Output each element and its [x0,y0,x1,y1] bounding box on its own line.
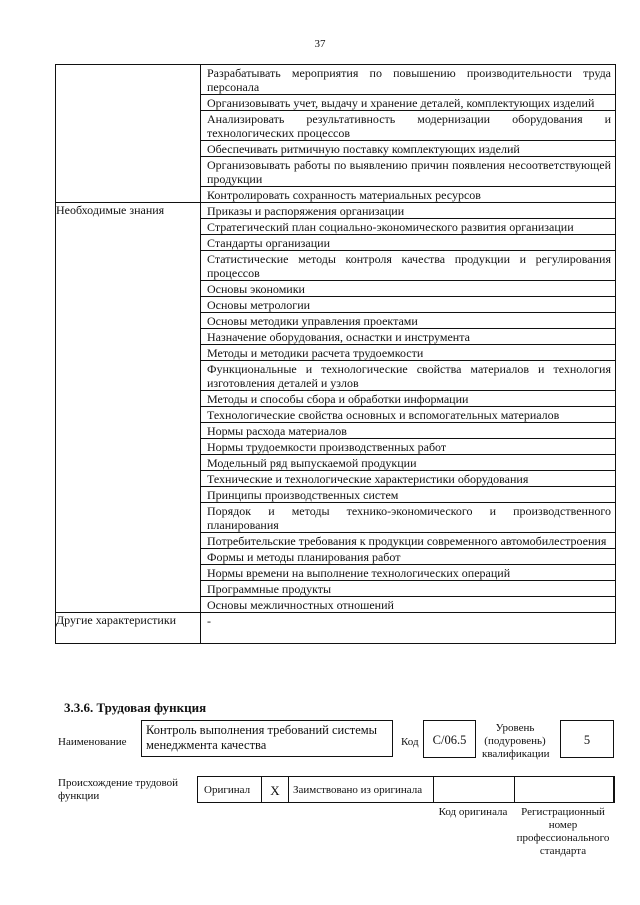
code-value-box [423,720,476,758]
original-label: Оригинал [204,784,251,796]
list-item: Стратегический план социально-экономического развития организации [201,219,615,235]
list-item: Модельный ряд выпускаемой продукции [201,455,615,471]
name-label: Наименование [58,736,127,748]
original-mark: X [270,783,280,798]
other-row [56,613,616,644]
section-title: 3.3.6. Трудовая функция [64,700,207,715]
level-value-box [560,720,614,758]
origin-label: Происхождение трудовой функции [58,777,179,802]
list-item: Нормы трудоемкости производственных работ [201,439,615,455]
list-item: Технологические свойства основных и вспомогательных материалов [201,407,615,423]
knowledge-label-cell [56,203,201,613]
list-item: Стандарты организации [201,235,615,251]
list-item: Статистические методы контроля качества продукции и регулирования процессов [201,251,615,281]
knowledge-table [55,64,616,644]
list-item: Контролировать сохранность материальных ресурсов [207,188,481,202]
knowledge-label: Необходимые знания [56,203,165,217]
other-value-cell [201,613,616,644]
page-number: 37 [314,38,326,50]
code-original-caption: Код оригинала [438,806,508,818]
list-item: Программные продукты [201,581,615,597]
list-item: Основы методики управления проектами [201,313,615,329]
origin-table [197,776,614,803]
code-label: Код [401,736,419,748]
list-item: Методы и методики расчета трудоемкости [201,345,615,361]
list-item: Основы межличностных отношений [207,598,394,612]
reg-number-cell [514,776,615,803]
list-item: Обеспечивать ритмичную поставку комплектующих изделий [201,141,615,157]
list-item: Потребительские требования к продукции современного автомобилестроения [201,533,615,549]
skills-row [56,65,616,203]
level-label: Уровень (подуровень) квалификации [482,722,550,760]
list-item: Приказы и распоряжения организации [201,203,615,219]
list-item: Разрабатывать мероприятия по повышению производительности труда персонала [201,65,615,95]
list-item: Организовывать учет, выдачу и хранение деталей, комплектующих изделий [201,95,615,111]
list-item: Порядок и методы технико-экономического и производственного планирования [201,503,615,533]
list-item: Нормы времени на выполнение технологических операций [201,565,615,581]
skills-label-cell [56,65,201,203]
other-value: - [207,614,211,628]
list-item: Принципы производственных систем [201,487,615,503]
knowledge-row [56,203,616,613]
code-original-cell [433,776,515,803]
reg-number-caption: Регистрационный номер профессионального стандарта [516,806,610,857]
borrowed-label: Заимствовано из оригинала [293,784,423,796]
list-item: Формы и методы планирования работ [201,549,615,565]
name-value: Контроль выполнения требований системы менеджмента качества [146,723,378,752]
skills-list [201,65,616,203]
code-value: С/06.5 [432,733,467,747]
list-item: Основы экономики [201,281,615,297]
list-item: Функциональные и технологические свойства материалов и технология изготовления деталей и узлов [201,361,615,391]
other-label: Другие характеристики [56,613,177,627]
list-item: Основы метрологии [201,297,615,313]
list-item: Назначение оборудования, оснастки и инструмента [201,329,615,345]
original-label-cell [197,776,262,803]
knowledge-list [201,203,616,613]
list-item: Нормы расхода материалов [201,423,615,439]
list-item: Технические и технологические характеристики оборудования [201,471,615,487]
name-value-box [141,720,393,757]
level-value: 5 [583,733,591,747]
original-mark-cell [261,776,289,803]
list-item: Методы и способы сбора и обработки информации [201,391,615,407]
other-label-cell [56,613,201,644]
list-item: Организовывать работы по выявлению причин появления несоответствующей продукции [201,157,615,187]
list-item: Анализировать результативность модернизации оборудования и технологических процессов [201,111,615,141]
borrowed-label-cell [288,776,434,803]
